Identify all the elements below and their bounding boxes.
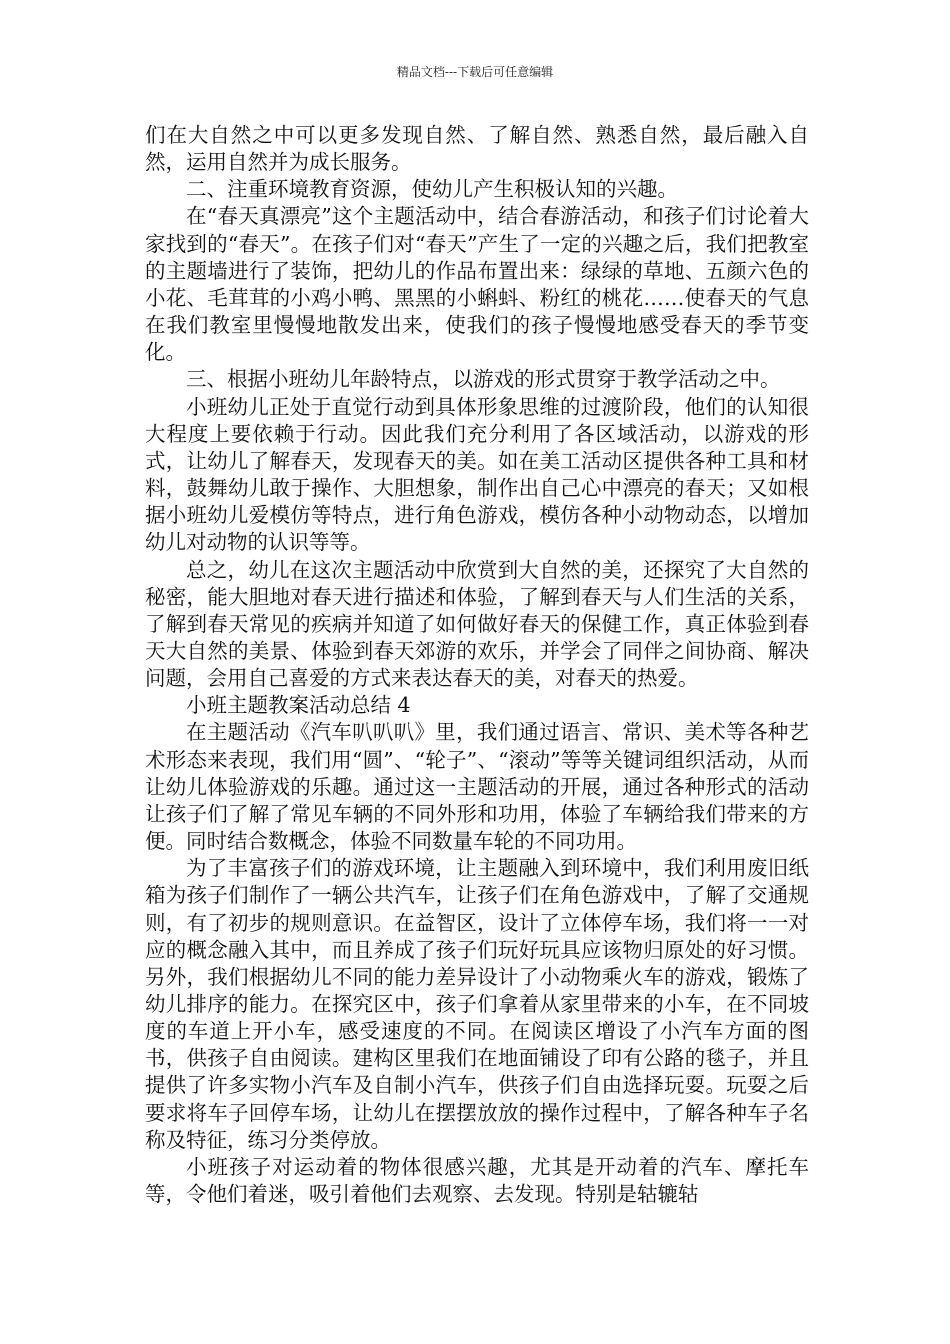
document-body [145,122,809,1208]
paragraph: 为了丰富孩子们的游戏环境，让主题融入到环境中，我们利用废旧纸箱为孩子们制作了一辆公共汽车，让孩子们在角色游戏中，了解了交通规则，有了初步的规则意识。在益智区，设计了立体停车场，我们将一一对应的概念融入其中，而且养成了孩子们玩好玩具应该物归原处的好习惯。另外，我们根据幼儿不同的能力差异设计了小动物乘火车的游戏，锻炼了幼儿排序的能力。在探究区中，孩子们拿着从家里带来的小车，在不同坡度的车道上开小车，感受速度的不同。在阅读区增设了小汽车方面的图书，供孩子自由阅读。建构区里我们在地面铺设了印有公路的毯子，并且提供了许多实物小汽车及自制小汽车，供孩子们自由选择玩耍。玩耍之后要求将车子回停车场，让幼儿在摆摆放放的操作过程中，了解各种车子名称及特征，练习分类停放。 [145,856,809,1152]
paragraph: 们在大自然之中可以更多发现自然、了解自然、熟悉自然，最后融入自然，运用自然并为成长服务。 [145,123,809,175]
paragraph: 总之，幼儿在这次主题活动中欣赏到大自然的美，还探究了大自然的秘密，能大胆地对春天进行描述和体验，了解到春天与人们生活的关系，了解到春天常见的疾病并知道了如何做好春天的保健工作，真正体验到春天大自然的美景、体验到春天郊游的欢乐，并学会了同伴之间协商、解决问题，会用自己喜爱的方式来表达春天的美，对春天的热爱。 [145,557,809,691]
section-heading: 二、注重环境教育资源，使幼儿产生积极认知的兴趣。 [186,177,678,202]
section-heading: 三、根据小班幼儿年龄特点，以游戏的形式贯穿于教学活动之中。 [186,367,781,392]
paragraph: 在“春天真漂亮”这个主题活动中，结合春游活动，和孩子们讨论着大家找到的“春天”。在孩子们对“春天”产生了一定的兴趣之后，我们把教室的主题墙进行了装饰，把幼儿的作品布置出来：绿绿的草地、五颜六色的小花、毛茸茸的小鸡小鸭、黑黑的小蝌蚪、粉红的桃花……使春天的气息在我们教室里慢慢地散发出来，使我们的孩子慢慢地感受春天的季节变化。 [145,204,809,365]
paragraph: 小班幼儿正处于直觉行动到具体形象思维的过渡阶段，他们的认知很大程度上要依赖于行动。因此我们充分利用了各区域活动，以游戏的形式，让幼儿了解春天，发现春天的美。如在美工活动区提供各种工具和材料，鼓舞幼儿敢于操作、大胆想象，制作出自己心中漂亮的春天；又如根据小班幼儿爱模仿等特点，进行角色游戏，模仿各种小动物动态，以增加幼儿对动物的认识等等。 [145,394,809,555]
section-title: 小班主题教案活动总结 4 [186,693,411,718]
paragraph: 小班孩子对运动着的物体很感兴趣，尤其是开动着的汽车、摩托车等，令他们着迷，吸引着他们去观察、去发现。特别是轱辘轱 [145,1154,809,1207]
page-header: 精品文档---下载后可任意编辑 [396,65,554,79]
paragraph: 在主题活动《汽车叭叭叭》里，我们通过语言、常识、美术等各种艺术形态来表现，我们用“圆”、“轮子”、“滚动”等等关键词组织活动，从而让幼儿体验游戏的乐趣。通过这一主题活动的开展，通过各种形式的活动让孩子们了解了常见车辆的不同外形和功用，体验了车辆给我们带来的方便。同时结合数概念，体验不同数量车轮的不同功用。 [145,720,809,854]
